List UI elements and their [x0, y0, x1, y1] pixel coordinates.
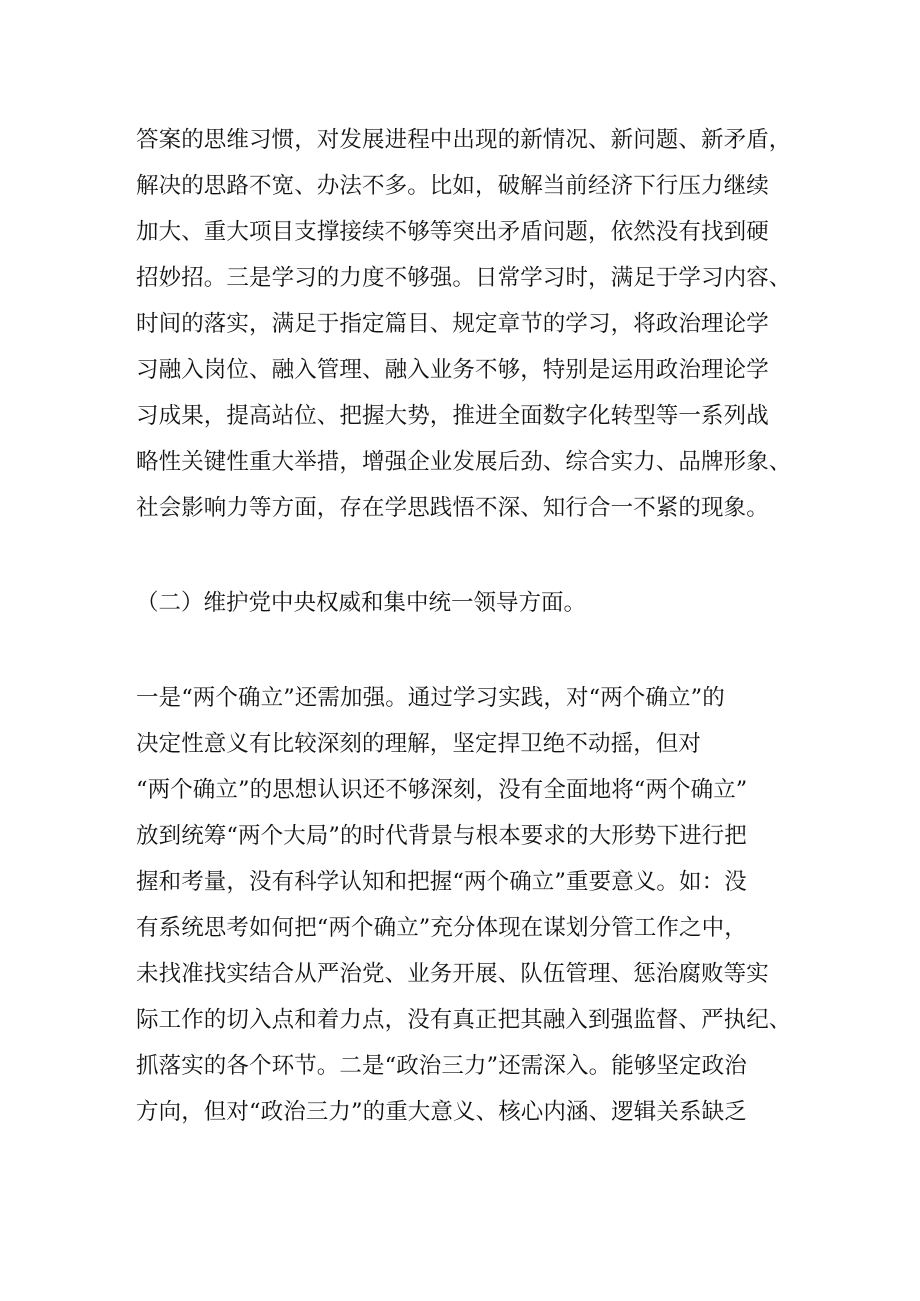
text-line: 抓落实的各个环节。二是“政治三力”还需深入。能够坚定政治 — [136, 1053, 747, 1079]
text-line: 答案的思维习惯，对发展进程中出现的新情况、新问题、新矛盾， — [136, 127, 792, 153]
text-line: 握和考量，没有科学认知和把握“两个确立”重要意义。如：没 — [136, 869, 747, 895]
section-heading: （二）维护党中央权威和集中统一领导方面。 — [136, 590, 587, 616]
text-line: 习融入岗位、融入管理、融入业务不够，特别是运用政治理论学 — [136, 357, 769, 383]
text-line: 解决的思路不宽、办法不多。比如，破解当前经济下行压力继续 — [136, 173, 769, 199]
text-line: 放到统筹“两个大局”的时代背景与根本要求的大形势下进行把 — [136, 823, 747, 849]
text-line: 招妙招。三是学习的力度不够强。日常学习时，满足于学习内容、 — [136, 265, 792, 291]
text-line: 有系统思考如何把“两个确立”充分体现在谋划分管工作之中， — [136, 915, 747, 941]
text-line: 未找准找实结合从严治党、业务开展、队伍管理、惩治腐败等实 — [136, 961, 769, 987]
text-line: 际工作的切入点和着力点，没有真正把其融入到强监督、严执纪、 — [136, 1007, 792, 1033]
text-line: 决定性意义有比较深刻的理解，坚定捍卫绝不动摇，但对 — [136, 731, 702, 757]
text-line: 略性关键性重大举措，增强企业发展后劲、综合实力、品牌形象、 — [136, 449, 792, 475]
text-line: 时间的落实，满足于指定篇目、规定章节的学习，将政治理论学 — [136, 311, 769, 337]
text-line: 社会影响力等方面，存在学思践悟不深、知行合一不紧的现象。 — [136, 495, 769, 521]
text-line: 加大、重大项目支撑接续不够等突出矛盾问题，依然没有找到硬 — [136, 219, 769, 245]
text-line: 一是“两个确立”还需加强。通过学习实践，对“两个确立”的 — [136, 685, 725, 711]
text-line: 方向，但对“政治三力”的重大意义、核心内涵、逻辑关系缺乏 — [136, 1099, 747, 1125]
text-line: 习成果，提高站位、把握大势，推进全面数字化转型等一系列战 — [136, 403, 769, 429]
text-line: “两个确立”的思想认识还不够深刻，没有全面地将“两个确立” — [136, 777, 748, 803]
